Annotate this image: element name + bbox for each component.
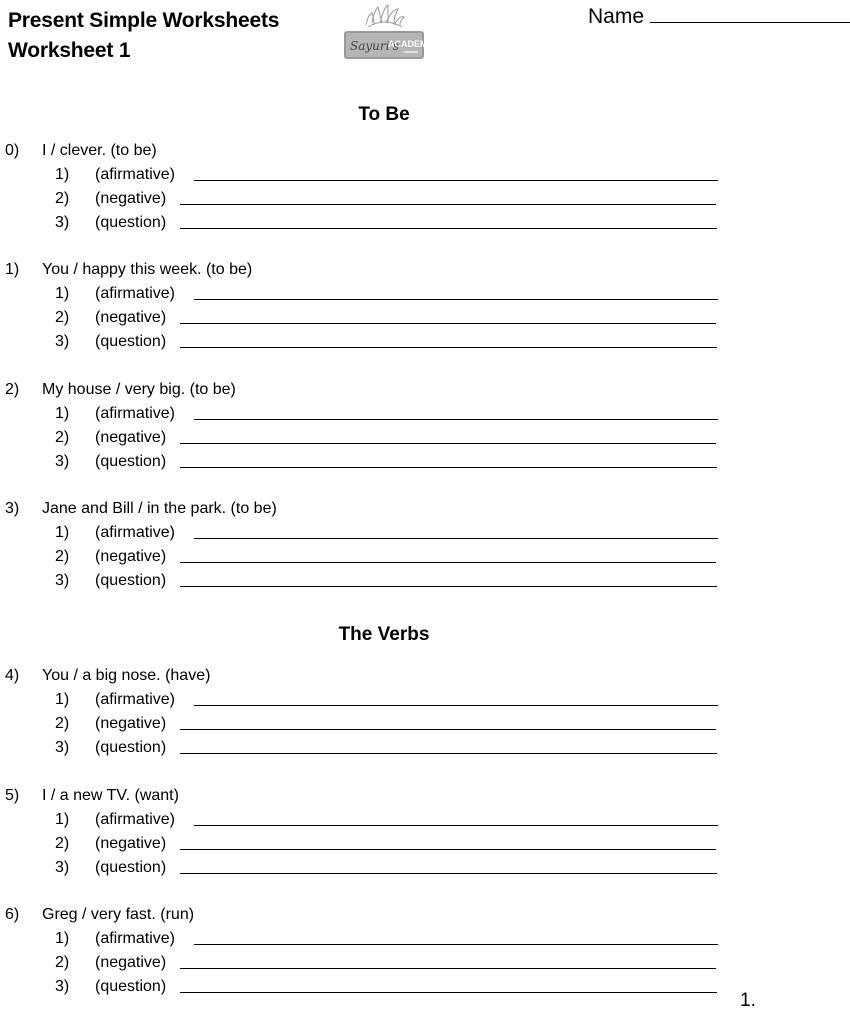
row-label: (afirmative): [95, 405, 176, 422]
answer-row-affirmative: [0, 688, 768, 712]
academy-logo: [342, 3, 434, 61]
row-label: (question): [95, 214, 167, 231]
exercise-3: [0, 497, 768, 593]
row-number: 2): [55, 548, 70, 565]
row-label: (question): [95, 739, 167, 756]
answer-blank[interactable]: [180, 347, 717, 348]
name-label: Name: [588, 5, 645, 28]
answer-blank[interactable]: [180, 968, 716, 969]
logo-text: ACADEMY: [388, 39, 434, 49]
exercise-5: [0, 784, 768, 880]
exercise-prompt: Jane and Bill / in the park. (to be): [42, 500, 277, 517]
exercise-0: [0, 139, 768, 235]
answer-blank[interactable]: [180, 849, 716, 850]
exercise-number: 4): [5, 667, 20, 684]
section-title-the-verbs: The Verbs: [338, 624, 430, 645]
row-number: 3): [55, 978, 70, 995]
row-number: 3): [55, 214, 70, 231]
answer-blank[interactable]: [194, 299, 718, 300]
name-field: [588, 4, 850, 29]
row-label: (negative): [95, 835, 167, 852]
answer-blank[interactable]: [194, 825, 718, 826]
row-number: 1): [55, 930, 70, 947]
answer-row-affirmative: [0, 808, 768, 832]
answer-row-affirmative: [0, 521, 768, 545]
answer-blank[interactable]: [180, 467, 717, 468]
exercise-number: 6): [5, 906, 20, 923]
answer-row-question: [0, 736, 768, 760]
row-number: 1): [55, 811, 70, 828]
exercise-prompt: My house / very big. (to be): [42, 381, 236, 398]
answer-blank[interactable]: [180, 323, 716, 324]
row-number: 2): [55, 835, 70, 852]
answer-row-negative: [0, 712, 768, 736]
svg-text:Sayuri's: Sayuri's: [350, 39, 399, 53]
exercise-prompt: You / a big nose. (have): [42, 667, 211, 684]
row-label: (afirmative): [95, 691, 176, 708]
row-label: (question): [95, 978, 167, 995]
answer-row-negative: [0, 832, 768, 856]
row-label: (negative): [95, 548, 167, 565]
exercise-prompt: I / a new TV. (want): [42, 787, 179, 804]
answer-row-question: [0, 975, 768, 999]
answer-row-negative: [0, 545, 768, 569]
answer-blank[interactable]: [194, 538, 718, 539]
row-label: (question): [95, 453, 167, 470]
row-label: (negative): [95, 309, 167, 326]
row-label: (negative): [95, 190, 167, 207]
row-label: (question): [95, 572, 167, 589]
exercise-2: [0, 378, 768, 474]
page-number: 1.: [740, 990, 756, 1011]
exercise-1: [0, 258, 768, 354]
row-number: 3): [55, 859, 70, 876]
answer-row-negative: [0, 951, 768, 975]
row-number: 1): [55, 285, 70, 302]
row-number: 1): [55, 405, 70, 422]
row-number: 3): [55, 739, 70, 756]
answer-blank[interactable]: [180, 753, 717, 754]
answer-blank[interactable]: [180, 586, 717, 587]
row-label: (question): [95, 333, 167, 350]
answer-row-question: [0, 211, 768, 235]
row-label: (afirmative): [95, 930, 176, 947]
exercise-prompt: Greg / very fast. (run): [42, 906, 195, 923]
row-label: (afirmative): [95, 524, 176, 541]
row-number: 2): [55, 309, 70, 326]
row-label: (question): [95, 859, 167, 876]
answer-blank[interactable]: [180, 729, 716, 730]
answer-row-question: [0, 330, 768, 354]
section-title-to-be: To Be: [358, 104, 410, 125]
exercise-number: 1): [5, 261, 20, 278]
answer-blank[interactable]: [180, 992, 717, 993]
answer-row-negative: [0, 426, 768, 450]
exercise-prompt: I / clever. (to be): [42, 142, 157, 159]
row-label: (negative): [95, 715, 167, 732]
row-number: 2): [55, 954, 70, 971]
answer-blank[interactable]: [194, 944, 718, 945]
answer-row-affirmative: [0, 282, 768, 306]
answer-row-question: [0, 569, 768, 593]
exercise-number: 3): [5, 500, 20, 517]
exercise-number: 0): [5, 142, 20, 159]
row-number: 2): [55, 715, 70, 732]
row-number: 1): [55, 524, 70, 541]
title-line-2: Worksheet 1: [8, 39, 131, 62]
title-line-1: Present Simple Worksheets: [8, 9, 280, 32]
answer-blank[interactable]: [194, 180, 718, 181]
row-number: 1): [55, 691, 70, 708]
row-label: (afirmative): [95, 285, 176, 302]
row-number: 3): [55, 572, 70, 589]
row-number: 2): [55, 429, 70, 446]
row-number: 1): [55, 166, 70, 183]
row-number: 3): [55, 333, 70, 350]
answer-row-affirmative: [0, 927, 768, 951]
exercise-prompt: You / happy this week. (to be): [42, 261, 253, 278]
answer-blank[interactable]: [180, 873, 717, 874]
exercise-number: 2): [5, 381, 20, 398]
answer-blank[interactable]: [180, 443, 716, 444]
exercise-number: 5): [5, 787, 20, 804]
answer-row-negative: [0, 306, 768, 330]
row-label: (negative): [95, 429, 167, 446]
answer-blank[interactable]: [194, 705, 718, 706]
exercise-6: [0, 903, 768, 999]
answer-blank[interactable]: [180, 228, 717, 229]
row-number: 2): [55, 190, 70, 207]
answer-row-negative: [0, 187, 768, 211]
name-blank-line[interactable]: [650, 4, 850, 23]
row-label: (negative): [95, 954, 167, 971]
answer-row-affirmative: [0, 402, 768, 426]
answer-row-affirmative: [0, 163, 768, 187]
row-number: 3): [55, 453, 70, 470]
row-label: (afirmative): [95, 811, 176, 828]
answer-blank[interactable]: [180, 562, 716, 563]
answer-blank[interactable]: [180, 204, 716, 205]
answer-blank[interactable]: [194, 419, 718, 420]
row-label: (afirmative): [95, 166, 176, 183]
worksheet-title: [8, 6, 279, 66]
answer-row-question: [0, 856, 768, 880]
answer-row-question: [0, 450, 768, 474]
exercise-4: [0, 664, 768, 760]
